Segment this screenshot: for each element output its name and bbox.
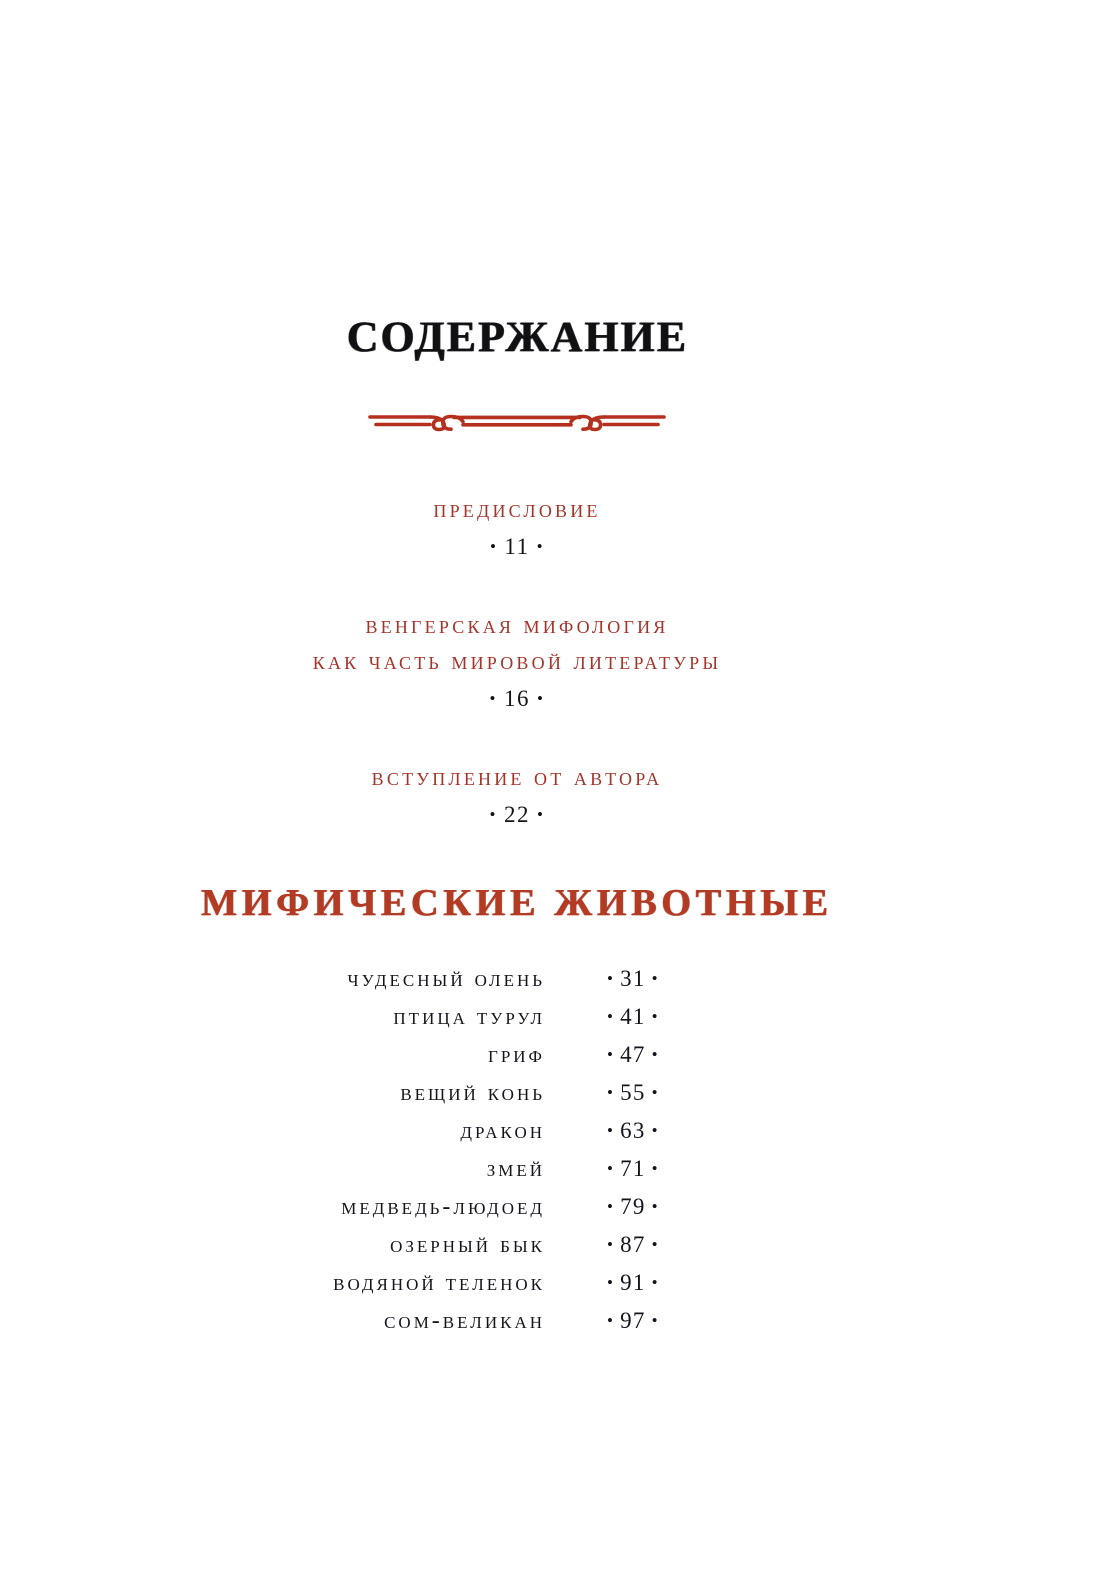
toc-entry-title: медведь-людоед [341,1194,545,1220]
bullet-icon: • [489,689,497,709]
bullet-icon: • [651,1120,659,1140]
bullet-icon: • [489,537,498,556]
bullet-icon: • [607,1082,615,1102]
page-number-value: 47 [620,1042,646,1067]
front-matter-title [0,608,1034,680]
toc-entry-title: змей [486,1156,545,1182]
bullet-icon: • [536,537,545,556]
bullet-icon: • [537,805,545,825]
toc-entry-row[interactable] [0,966,1034,1004]
toc-entry-title: птица турул [393,1004,545,1030]
toc-entry-title: сом-великан [384,1308,545,1334]
front-matter-title-line: вступление от автора [371,764,663,792]
page-number-value: 41 [620,1004,646,1029]
toc-entry-page [545,1232,751,1258]
toc-entry-row[interactable] [0,1308,1034,1346]
toc-entry-page [545,1194,751,1220]
toc-entry-page [545,1004,751,1030]
bullet-icon: • [651,1044,659,1064]
front-matter-title [0,492,1034,528]
bullet-icon: • [607,1196,615,1216]
toc-entry-title: водяной теленок [333,1270,545,1296]
bullet-icon: • [607,1272,615,1292]
toc-entry-row[interactable] [0,1194,1034,1232]
bullet-icon: • [607,1310,615,1330]
page-number-value: 79 [620,1194,646,1219]
page-number-value: 91 [620,1270,646,1295]
front-matter-title-line: как часть мировой литературы [312,648,722,676]
bullet-icon: • [607,1120,615,1140]
page-number-value: 87 [620,1232,646,1257]
toc-entry-page [545,1308,751,1334]
section-heading-area [0,884,1034,922]
section-heading-mythical-animals: МИФИЧЕСКИЕ ЖИВОТНЫЕ [201,882,833,924]
toc-entry-row[interactable] [0,1270,1034,1308]
scroll-flourish-divider-icon [368,404,666,438]
toc-entry-title: чудесный олень [347,966,545,992]
page-number-value: 16 [504,686,530,712]
page-number-value: 31 [620,966,646,991]
bullet-icon: • [651,1196,659,1216]
bullet-icon: • [607,1158,615,1178]
toc-entry-page [545,1118,751,1144]
bullet-icon: • [537,689,545,709]
toc-entry-row[interactable] [0,1118,1034,1156]
toc-entry-page [545,1042,751,1068]
bullet-icon: • [651,1082,659,1102]
page-number-value: 55 [620,1080,646,1105]
front-matter-entry[interactable] [0,760,1034,830]
bullet-icon: • [607,968,615,988]
toc-entry-title: гриф [488,1042,545,1068]
bullet-icon: • [607,1044,615,1064]
toc-entry-title: озерный бык [390,1232,545,1258]
bullet-icon: • [651,1310,659,1330]
bullet-icon: • [651,1006,659,1026]
toc-entry-page [545,1156,751,1182]
toc-entry-title: дракон [460,1118,545,1144]
toc-entry-row[interactable] [0,1080,1034,1118]
toc-entry-title: вещий конь [400,1080,545,1106]
bullet-icon: • [651,968,659,988]
front-matter-entry[interactable] [0,492,1034,562]
bullet-icon: • [489,805,497,825]
page-number-value: 22 [504,802,530,828]
page-title-area [0,297,1034,365]
toc-entry-row[interactable] [0,1004,1034,1042]
bullet-icon: • [651,1272,659,1292]
front-matter-list [0,492,1034,830]
front-matter-title-line: венгерская мифология [365,612,669,640]
page-title: содержание [346,297,688,365]
page-number-value: 11 [504,534,530,560]
front-matter-page-number [0,800,1034,830]
toc-entry-page [545,1270,751,1296]
front-matter-title-line: предисловие [433,496,601,523]
ornament-divider-area [0,404,1034,438]
bullet-icon: • [607,1234,615,1254]
page-number-value: 71 [620,1156,646,1181]
front-matter-entry[interactable] [0,608,1034,714]
page-number-value: 97 [620,1308,646,1333]
toc-entry-row[interactable] [0,1232,1034,1270]
page-number-value: 63 [620,1118,646,1143]
bullet-icon: • [607,1006,615,1026]
front-matter-page-number [0,532,1034,562]
toc-entry-page [545,966,751,992]
chapter-list [0,966,1034,1346]
front-matter-page-number [0,684,1034,714]
bullet-icon: • [651,1158,659,1178]
toc-entry-row[interactable] [0,1156,1034,1194]
bullet-icon: • [651,1234,659,1254]
front-matter-title [0,760,1034,796]
toc-entry-page [545,1080,751,1106]
toc-entry-row[interactable] [0,1042,1034,1080]
